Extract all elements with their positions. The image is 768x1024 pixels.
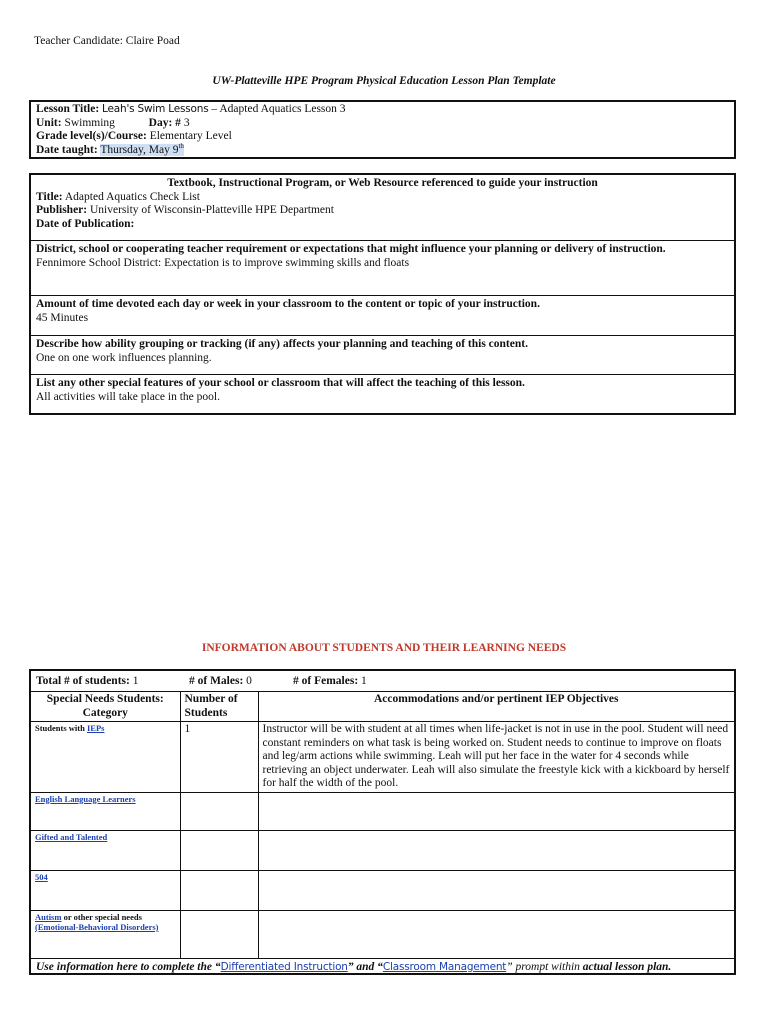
students-box [29,669,736,975]
grouping-value: One on one work influences planning. [36,351,212,364]
resource-title-label: Title: [36,190,63,203]
pubdate-label: Date of Publication: [36,217,135,230]
unit-value: Swimming [64,116,115,129]
category-cell: Autism or other special needs (Emotional-Behavioral Disorders) [31,910,180,958]
ieps-link[interactable]: IEPs [86,723,105,733]
resource-heading: Textbook, Instructional Program, or Web Resource referenced to guide your instruction [167,177,598,189]
ebd-link[interactable]: (Emotional-Behavioral Disorders) [35,922,159,932]
resource-title-value: Adapted Aquatics Check List [64,190,200,203]
table-row [31,792,734,830]
total-label: Total # of students: [36,675,130,687]
day-value: 3 [183,116,190,129]
females-value: 1 [361,675,367,687]
time-section [31,296,734,336]
publisher-value: University of Wisconsin-Platteville HPE Department [90,204,334,216]
classroom-management-link[interactable]: Classroom Management [382,960,507,973]
date-value: Thursday, May 9th [100,141,184,156]
total-value: 1 [132,675,139,687]
count-cell [180,870,258,910]
unit-line [36,117,729,131]
table-footer: Use information here to complete the “Differentiated Instruction” and “Classroom Management” prompt within actual lesson plan. [36,960,672,973]
day-label: Day: # [148,116,181,129]
date-label: Date taught: [36,143,98,156]
student-counts [31,671,734,691]
district-heading: District, school or cooperating teacher requirement or expectations that might influence your planning or delivery of instruction. [36,243,666,255]
count-cell: 1 [180,722,258,793]
date-line [36,141,729,158]
lesson-title-line [36,103,729,117]
page-title: UW-Platteville HPE Program Physical Education Lesson Plan Template [212,75,556,87]
table-header-row [31,692,734,722]
grouping-section [31,336,734,375]
district-value: Fennimore School District: Expectation is to improve swimming skills and floats [36,256,410,269]
col-accommodations-header: Accommodations and/or pertinent IEP Objectives [258,692,734,722]
grade-value: Elementary Level [149,130,232,142]
context-box [29,173,736,415]
504-link[interactable]: 504 [35,871,48,882]
differentiated-instruction-link[interactable]: Differentiated Instruction [220,960,348,973]
ell-link[interactable]: English Language Learners [35,793,136,804]
lesson-title-label: Lesson Title: [36,103,100,115]
col-count-header: Number of Students [180,692,258,722]
category-cell [31,870,180,910]
count-cell [180,830,258,870]
table-row [31,870,734,910]
males-value: 0 [246,675,252,687]
needs-table [31,691,734,959]
category-cell [31,830,180,870]
lesson-title-value: Leah's Swim Lessons [102,103,209,115]
grade-label: Grade level(s)/Course: [36,130,147,142]
table-row [31,722,734,793]
category-cell [31,792,180,830]
time-value: 45 Minutes [36,311,89,324]
features-heading: List any other special features of your school or classroom that will affect the teaching of this lesson. [36,377,525,389]
notes-cell [258,830,734,870]
info-heading: INFORMATION ABOUT STUDENTS AND THEIR LEARNING NEEDS [201,642,567,654]
notes-cell [258,870,734,910]
gifted-link[interactable]: Gifted and Talented [35,831,108,842]
males-label: # of Males: [189,675,244,687]
notes-cell [258,910,734,958]
resource-section [31,175,734,241]
grade-line [36,130,729,144]
count-cell [180,910,258,958]
unit-label: Unit: [36,116,62,129]
lesson-info-box [29,100,736,159]
publisher-label: Publisher: [36,204,88,216]
females-label: # of Females: [293,675,359,687]
district-section [31,241,734,296]
lesson-title-suffix: – Adapted Aquatics Lesson 3 [211,103,346,115]
grouping-heading: Describe how ability grouping or tracking (if any) affects your planning and teaching of this content. [36,338,528,350]
notes-cell: Instructor will be with student at all times when life-jacket is not in use in the pool. Student will need constant reminders on what task is being worked on. Student needs to continue to improve on floats and leg/arm actions while swimming. Leah will put her face in the water for 4 seconds while retrieving an object underwater. Leah will also simulate the freestyle kick with a kickboard by herself for half the width of the pool. [258,722,734,793]
features-value: All activities will take place in the pool. [36,390,220,403]
col-category-header: Special Needs Students: Category [31,692,180,722]
table-row [31,830,734,870]
date-sup: th [178,141,184,150]
count-cell [180,792,258,830]
autism-link[interactable]: Autism [35,911,62,922]
features-section [31,375,734,407]
table-row [31,910,734,958]
time-heading: Amount of time devoted each day or week in your classroom to the content or topic of your instruction. [36,298,540,310]
notes-cell [258,792,734,830]
category-cell: Students with IEPs [31,722,180,793]
teacher-candidate: Teacher Candidate: Claire Poad [34,35,180,47]
